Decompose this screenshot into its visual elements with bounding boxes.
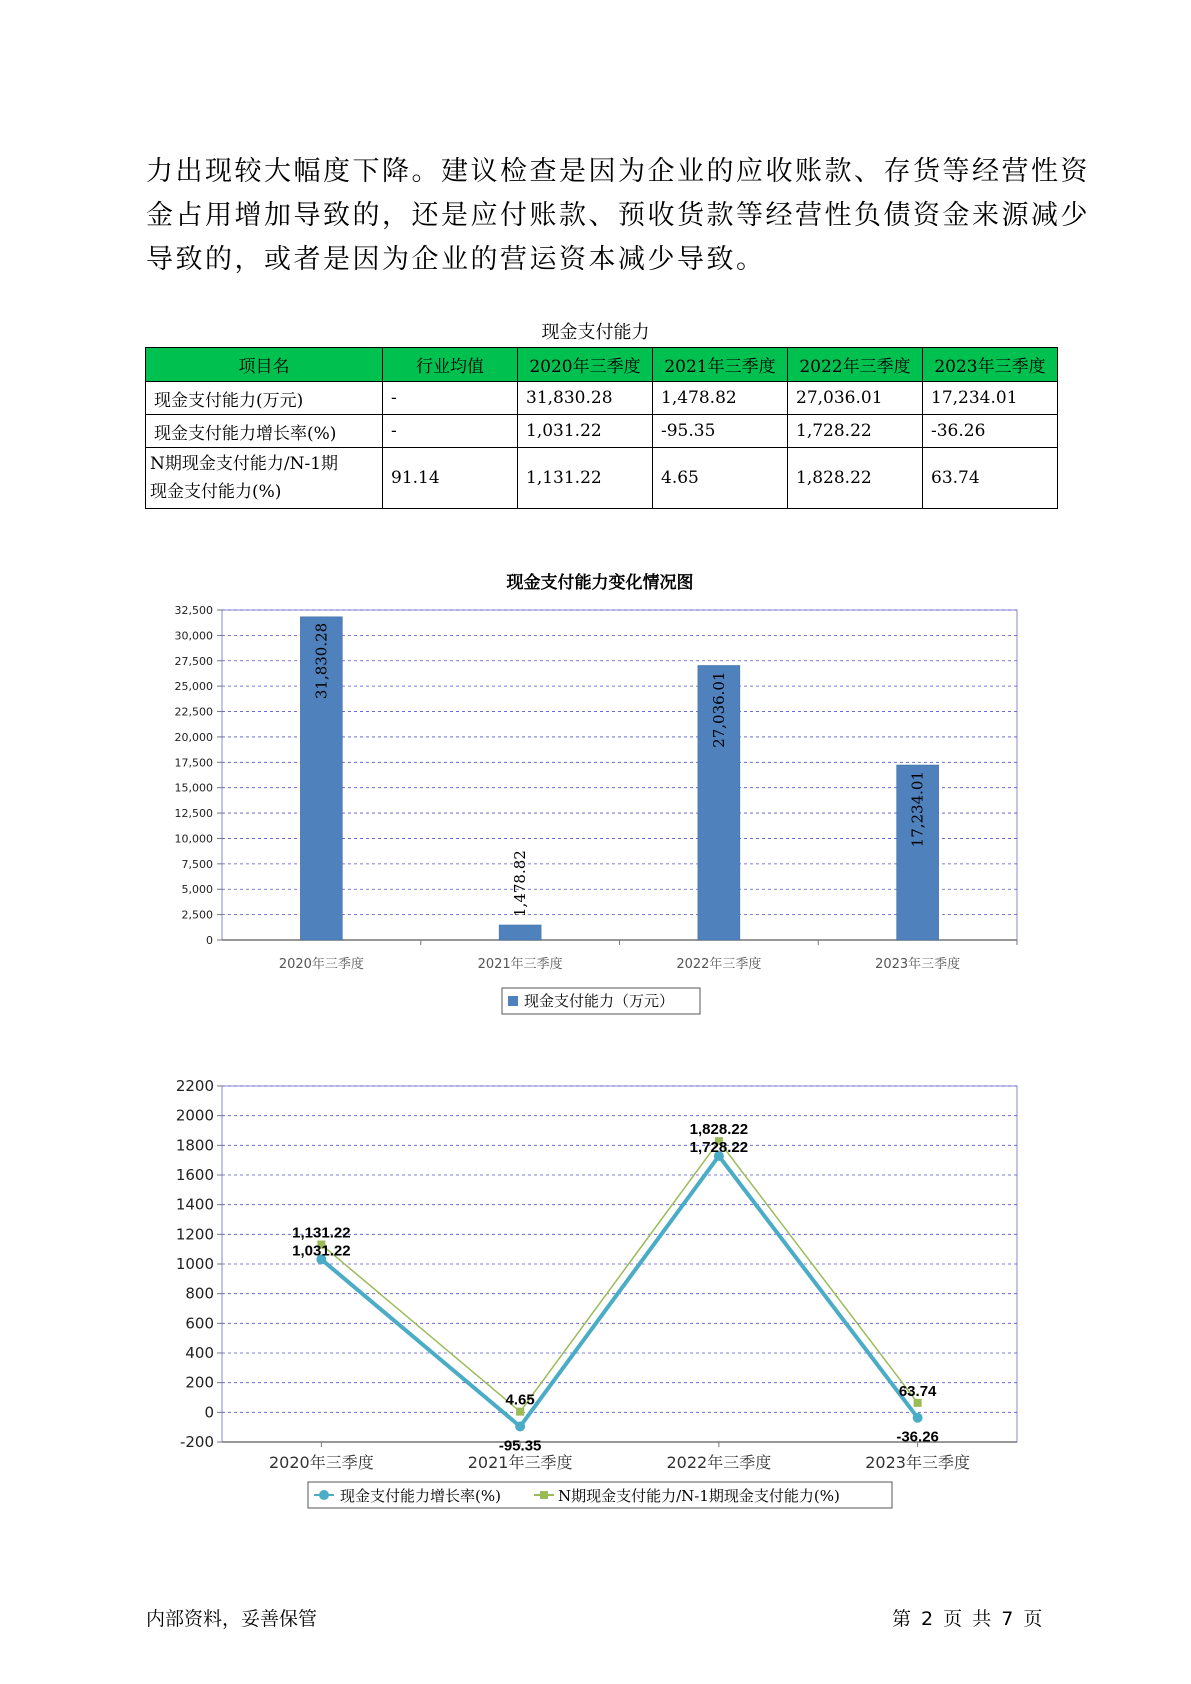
y-tick-label: 2200 [175,1077,214,1095]
row-label-line: N期现金支付能力/N-1期 [150,454,339,474]
point-data-label: -95.35 [498,1437,542,1455]
y-tick-label: 400 [185,1344,214,1362]
legend-marker [540,1491,548,1499]
y-tick-label: 30,000 [174,629,213,643]
x-tick-label: 2022年三季度 [676,957,762,972]
y-tick-label: 200 [185,1373,214,1392]
y-tick-label: -200 [179,1433,214,1451]
paragraph-line: 力出现较大幅度下降。建议检查是因为企业的应收账款、存货等经营性资 [146,156,1090,187]
bar-chart-title: 现金支付能力变化情况图 [506,573,694,593]
y-tick-label: 17,500 [174,756,213,770]
y-tick-label: 0 [206,934,213,947]
point-data-label: -36.26 [896,1428,939,1446]
series-point [913,1413,923,1423]
row-label: 现金支付能力增长率(%) [146,415,383,448]
y-tick-label: 25,000 [174,680,213,694]
x-tick-label: 2020年三季度 [269,1453,374,1472]
y-tick-label: 1600 [175,1166,214,1184]
legend-label: 现金支付能力增长率(%) [340,1487,501,1505]
series-line [321,1156,917,1426]
table-cell: - [383,415,518,448]
table-cell: 1,031.22 [518,415,653,448]
table-cell: 1,828.22 [788,448,923,509]
header-cell: 2021年三季度 [653,348,788,382]
y-tick-label: 27,500 [174,654,213,668]
cash-payment-table [145,347,1058,509]
y-tick-label: 2000 [175,1106,214,1125]
header-cell: 2020年三季度 [518,348,653,382]
series-point [914,1399,922,1407]
y-tick-label: 1400 [175,1195,214,1214]
y-tick-label: 20,000 [174,730,213,744]
bar-data-label: 31,830.28 [312,622,331,700]
series-point [516,1408,524,1416]
legend-label: 现金支付能力（万元） [524,992,675,1010]
y-tick-label: 10,000 [174,832,213,846]
x-tick-label: 2023年三季度 [875,957,961,972]
point-data-label: 1,728.22 [689,1138,749,1156]
table-row [146,382,1058,415]
point-data-label: 4.65 [505,1391,535,1409]
x-tick-label: 2021年三季度 [477,957,563,972]
y-tick-label: 1800 [175,1136,214,1155]
bar-data-label: 17,234.01 [908,771,927,848]
x-tick-label: 2020年三季度 [278,957,364,972]
y-tick-label: 2,500 [181,908,213,922]
y-tick-label: 5,000 [181,883,213,897]
table-header-row [146,348,1058,382]
y-tick-label: 22,500 [174,705,213,719]
table-cell: 4.65 [653,448,788,509]
y-tick-label: 600 [185,1314,214,1333]
table-cell: 1,478.82 [653,382,788,415]
row-label-line: 现金支付能力(%) [150,482,282,502]
bar-data-label: 27,036.01 [709,671,728,748]
legend-label: N期现金支付能力/N-1期现金支付能力(%) [558,1487,840,1505]
row-label: 现金支付能力(万元) [146,382,383,415]
line-chart [0,1070,1191,1540]
table-cell: 17,234.01 [923,382,1058,415]
point-data-label: 1,828.22 [689,1121,749,1139]
x-tick-label: 2022年三季度 [666,1453,772,1472]
y-tick-label: 800 [185,1284,214,1303]
paragraph-line: 导致的，或者是因为企业的营运资本减少导致。 [146,244,766,275]
point-data-label: 63.74 [898,1382,937,1400]
bar-legend [502,988,700,1014]
bar-data-label: 1,478.82 [511,850,530,917]
header-cell: 项目名 [146,348,383,382]
table-row [146,448,1058,509]
x-tick-label: 2023年三季度 [865,1453,970,1472]
bar-chart [0,560,1191,1030]
y-tick-label: 1000 [175,1255,214,1273]
series-line [321,1138,917,1411]
paragraph-line: 金占用增加导致的，还是应付账款、预收货款等经营性负债资金来源减少 [146,200,1090,231]
y-tick-label: 15,000 [174,781,213,795]
table-cell: 27,036.01 [788,382,923,415]
point-data-label: 1,031.22 [292,1242,351,1260]
header-cell: 2022年三季度 [788,348,923,382]
y-tick-label: 1200 [175,1225,214,1244]
legend-swatch [508,996,518,1006]
point-data-label: 1,131.22 [292,1224,351,1242]
y-tick-label: 7,500 [181,857,213,871]
table-cell: 1,131.22 [518,448,653,509]
body-paragraph [146,150,1090,282]
footer-note: 内部资料，妥善保管 [146,1608,318,1630]
table-title: 现金支付能力 [541,322,650,343]
y-tick-label: 32,500 [174,604,213,617]
line-legend [308,1482,892,1508]
table-cell: 1,728.22 [788,415,923,448]
x-tick-label: 2021年三季度 [467,1453,573,1472]
y-tick-label: 12,500 [174,807,213,821]
legend-marker [319,1490,329,1500]
table-row [146,415,1058,448]
table-cell: -36.26 [923,415,1058,448]
table-cell: - [383,382,518,415]
table-cell: 63.74 [923,448,1058,509]
y-tick-label: 0 [204,1403,214,1422]
table-cell: -95.35 [653,415,788,448]
table-cell: 31,830.28 [518,382,653,415]
page-number: 第 2 页 共 7 页 [892,1608,1043,1630]
header-cell: 2023年三季度 [923,348,1058,382]
bar [499,925,541,940]
row-label [146,448,383,509]
header-cell: 行业均值 [383,348,518,382]
table-cell: 91.14 [383,448,518,509]
series-point [515,1421,525,1431]
